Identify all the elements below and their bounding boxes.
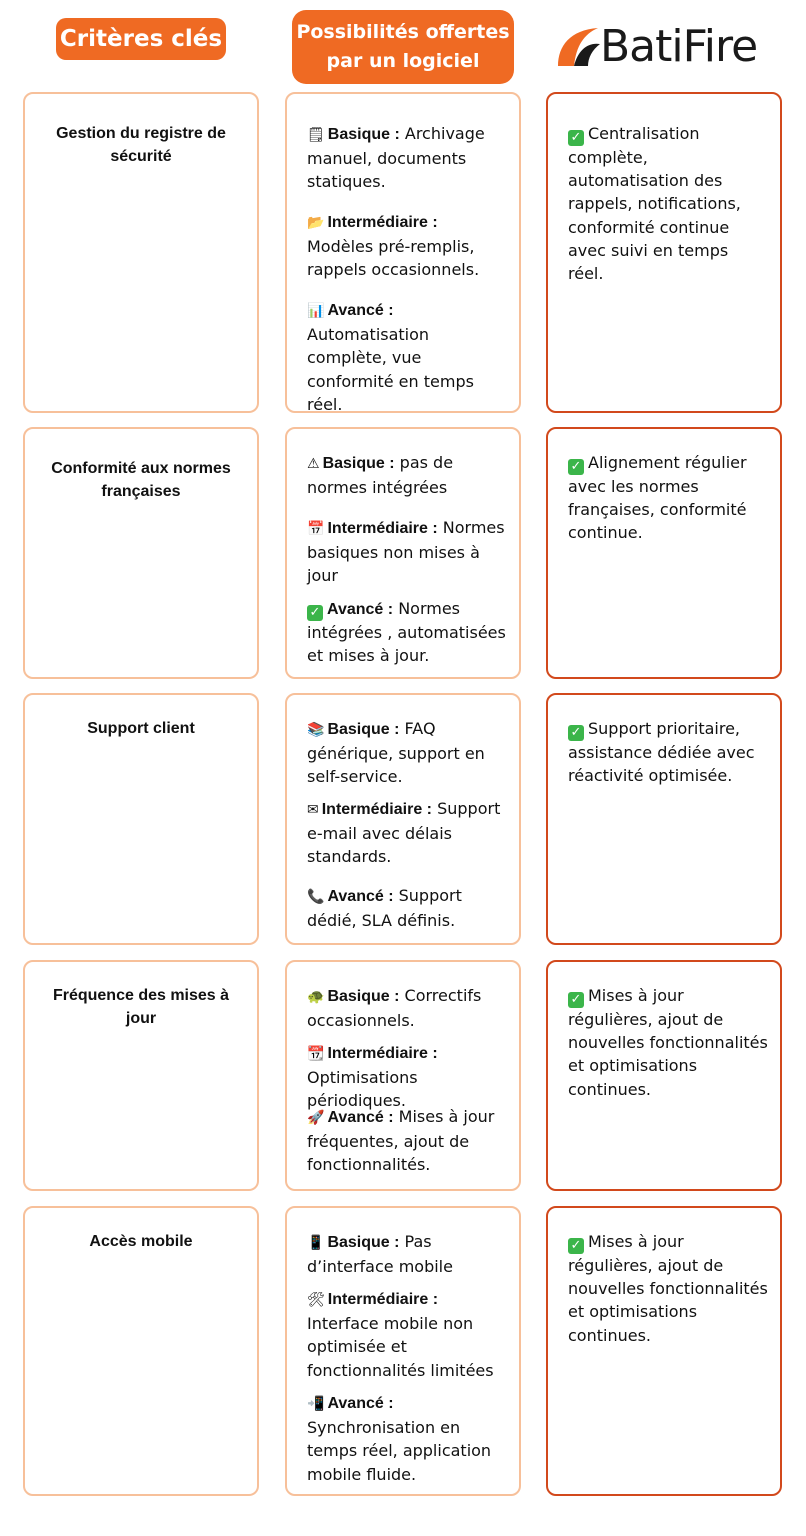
intermediate-level-item xyxy=(307,1041,507,1113)
batifire-text: Alignement régulier avec les normes françaises, conformité continue. xyxy=(568,453,747,543)
criterion-card-registre xyxy=(23,92,259,413)
advanced-level-item xyxy=(307,1391,507,1486)
batifire-text: Centralisation complète, automatisation des rappels, notifications, conformité continue avec suivi en temps réel. xyxy=(568,124,741,284)
batifire-card-updates xyxy=(546,960,782,1191)
level-label: Avancé : xyxy=(327,601,394,618)
criterion-label: Support client xyxy=(87,720,195,737)
turtle-icon: 🐢 xyxy=(307,989,325,1005)
batifire-card-mobile xyxy=(546,1206,782,1496)
level-text: Mises à jour fréquentes, ajout de fonctionnalités. xyxy=(307,1107,495,1175)
criterion-card-mobile xyxy=(23,1206,259,1496)
batifire-feature xyxy=(568,1230,768,1347)
basic-level-item xyxy=(307,717,507,789)
level-text: Synchronisation en temps réel, application mobile fluide. xyxy=(307,1418,492,1484)
level-text: Normes basiques non mises à jour xyxy=(307,518,505,586)
advanced-level-item xyxy=(307,298,507,416)
checkmark-icon: ✓ xyxy=(568,1238,584,1254)
level-text: Support dédié, SLA définis. xyxy=(307,886,462,931)
software-possibilities-header: Possibilités offertes par un logiciel xyxy=(292,10,514,84)
criterion-label: Fréquence des mises à jour xyxy=(52,987,230,1027)
level-label: Basique : xyxy=(327,1234,400,1251)
intermediate-level-item xyxy=(307,1287,507,1382)
options-card-updates xyxy=(285,960,521,1191)
batifire-feature xyxy=(568,451,768,545)
criterion-label: Accès mobile xyxy=(89,1233,193,1250)
mobile-sync-icon: 📲 xyxy=(307,1396,325,1412)
level-label: Basique : xyxy=(327,126,400,143)
advanced-level-item xyxy=(307,884,507,932)
options-card-support xyxy=(285,693,521,945)
intermediate-level-item xyxy=(307,797,507,869)
level-text: Normes intégrées , automatisées et mises à jour. xyxy=(307,599,506,666)
level-label: Intermédiaire : xyxy=(327,1045,438,1062)
checkmark-icon: ✓ xyxy=(307,605,323,621)
options-card-registre xyxy=(285,92,521,413)
level-text: FAQ générique, support en self-service. xyxy=(307,719,485,787)
basic-level-item xyxy=(307,451,507,499)
level-label: Intermédiaire : xyxy=(321,801,432,818)
notepad-icon: 🗒 xyxy=(307,127,325,143)
advanced-level-item xyxy=(307,597,507,668)
options-card-normes xyxy=(285,427,521,679)
phone-icon: 📞 xyxy=(307,889,325,905)
rocket-icon: 🚀 xyxy=(307,1110,325,1126)
checkmark-icon: ✓ xyxy=(568,992,584,1008)
tools-icon: 🛠 xyxy=(307,1292,325,1308)
logo-wordmark: BatiFire xyxy=(600,21,758,72)
warning-icon: ⚠ xyxy=(307,456,320,472)
level-text: Archivage manuel, documents statiques. xyxy=(307,124,485,192)
criterion-card-support xyxy=(23,693,259,945)
criteria-header: Critères clés xyxy=(56,18,226,60)
batifire-logo xyxy=(554,22,774,74)
batifire-feature xyxy=(568,717,768,787)
level-label: Avancé : xyxy=(327,302,394,319)
level-text: Modèles pré-remplis, rappels occasionnels. xyxy=(307,237,480,280)
bar-chart-icon: 📊 xyxy=(307,303,325,319)
level-label: Intermédiaire : xyxy=(327,214,438,231)
calendar-icon: 📅 xyxy=(307,521,325,537)
folder-icon: 📂 xyxy=(307,215,325,231)
level-label: Avancé : xyxy=(327,1395,394,1412)
level-text: Support e-mail avec délais standards. xyxy=(307,799,501,867)
books-icon: 📚 xyxy=(307,722,325,738)
batifire-text: Support prioritaire, assistance dédiée avec réactivité optimisée. xyxy=(568,719,755,786)
level-label: Avancé : xyxy=(327,1109,394,1126)
level-text: Optimisations périodiques. xyxy=(307,1068,418,1111)
criterion-card-normes xyxy=(23,427,259,679)
level-label: Basique : xyxy=(327,721,400,738)
checkmark-icon: ✓ xyxy=(568,459,584,475)
level-text: Correctifs occasionnels. xyxy=(307,986,482,1031)
batifire-text: Mises à jour régulières, ajout de nouvelles fonctionnalités et optimisations continues. xyxy=(568,986,768,1099)
level-label: Avancé : xyxy=(327,888,394,905)
flame-logo-icon xyxy=(554,22,602,72)
criterion-card-updates xyxy=(23,960,259,1191)
criterion-label: Gestion du registre de sécurité xyxy=(56,125,226,165)
mobile-phone-icon: 📱 xyxy=(307,1235,325,1251)
intermediate-level-item xyxy=(307,210,507,282)
level-text: pas de normes intégrées xyxy=(307,453,454,498)
batifire-feature xyxy=(568,984,768,1101)
basic-level-item xyxy=(307,1230,507,1278)
basic-level-item xyxy=(307,122,507,194)
level-label: Intermédiaire : xyxy=(327,520,438,537)
advanced-level-item xyxy=(307,1105,507,1177)
envelope-icon: ✉ xyxy=(307,802,319,818)
level-label: Basique : xyxy=(322,455,395,472)
batifire-card-support xyxy=(546,693,782,945)
options-card-mobile xyxy=(285,1206,521,1496)
level-text: Interface mobile non optimisée et fonctionnalités limitées xyxy=(307,1314,494,1380)
level-text: Pas d’interface mobile xyxy=(307,1232,453,1277)
batifire-feature xyxy=(568,122,768,285)
level-label: Basique : xyxy=(327,988,400,1005)
level-text: Automatisation complète, vue conformité en temps réel. xyxy=(307,325,474,414)
intermediate-level-item xyxy=(307,516,507,588)
level-label: Intermédiaire : xyxy=(327,1291,439,1308)
batifire-card-registre xyxy=(546,92,782,413)
batifire-card-normes xyxy=(546,427,782,679)
basic-level-item xyxy=(307,984,507,1032)
batifire-text: Mises à jour régulières, ajout de nouvelles fonctionnalités et optimisations continues. xyxy=(568,1232,768,1345)
checkmark-icon: ✓ xyxy=(568,130,584,146)
checkmark-icon: ✓ xyxy=(568,725,584,741)
criterion-label: Conformité aux normes françaises xyxy=(51,460,231,500)
calendar-icon: 📆 xyxy=(307,1046,325,1062)
